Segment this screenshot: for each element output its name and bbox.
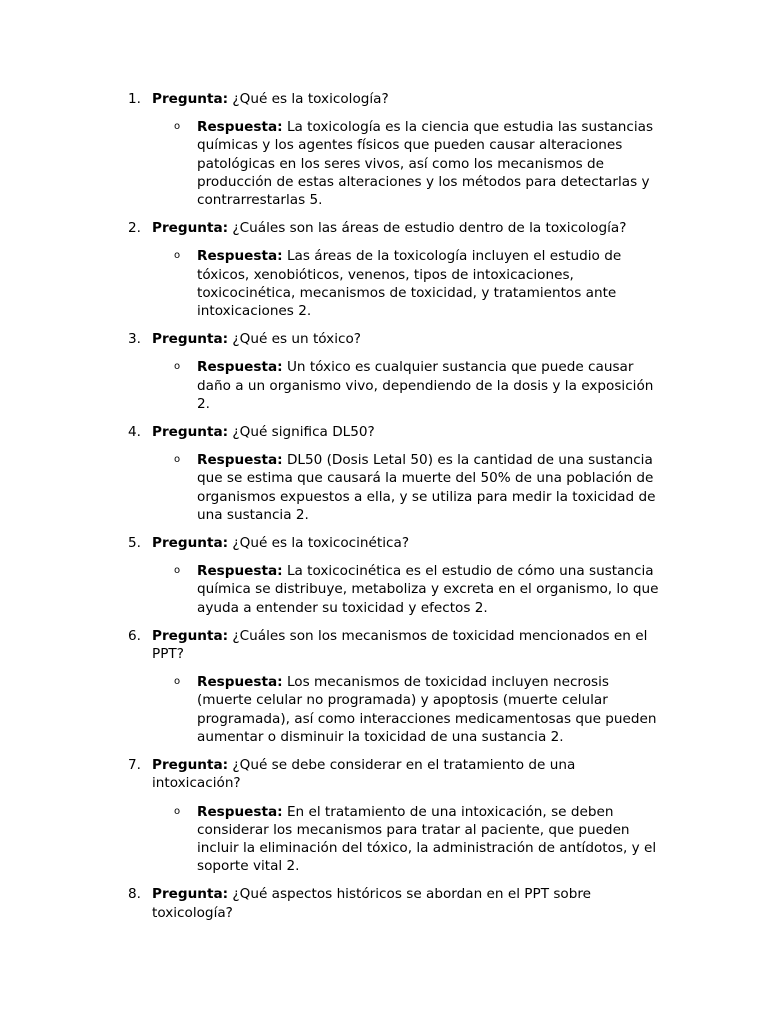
question-label: Pregunta: bbox=[152, 331, 229, 348]
question-text: ¿Qué significa DL50? bbox=[232, 424, 375, 441]
answer-label: Respuesta: bbox=[197, 674, 283, 691]
answer-label: Respuesta: bbox=[197, 452, 283, 469]
list-item bbox=[0, 90, 768, 209]
item-number: 2. bbox=[128, 220, 141, 237]
answer-label: Respuesta: bbox=[197, 803, 283, 820]
question-label: Pregunta: bbox=[152, 886, 229, 903]
question-label: Pregunta: bbox=[152, 757, 229, 774]
list-item bbox=[0, 627, 768, 746]
item-number: 8. bbox=[128, 886, 141, 903]
answer-block bbox=[0, 673, 665, 746]
answer-text: La toxicocinética es el estudio de cómo una sustancia química se distribuye, metaboliza y excreta en el organismo, lo que ayuda a entender su toxicidad y efectos 2. bbox=[197, 563, 659, 616]
answer-block bbox=[0, 562, 665, 617]
question-line bbox=[0, 627, 662, 663]
answer-label: Respuesta: bbox=[197, 119, 283, 136]
bullet-icon: o bbox=[174, 676, 181, 688]
question-text: ¿Cuáles son las áreas de estudio dentro de la toxicología? bbox=[232, 220, 627, 237]
item-number: 5. bbox=[128, 535, 141, 552]
item-number: 6. bbox=[128, 627, 141, 644]
question-text: ¿Qué es la toxicocinética? bbox=[232, 535, 410, 552]
question-text: ¿Qué aspectos históricos se abordan en el PPT sobre toxicología? bbox=[152, 886, 591, 921]
item-number: 7. bbox=[128, 757, 141, 774]
question-line bbox=[0, 885, 662, 921]
question-label: Pregunta: bbox=[152, 535, 229, 552]
answer-block bbox=[0, 118, 665, 209]
answer-text: La toxicología es la ciencia que estudia las sustancias químicas y los agentes físicos que pueden causar alteraciones patológicas en los seres vivos, así como los mecanismos de producción de estas alteraciones y los métodos para detectarlas y contrarrestarlas 5. bbox=[197, 119, 654, 209]
answer-block bbox=[0, 451, 665, 524]
answer-block bbox=[0, 358, 665, 413]
list-item bbox=[0, 534, 768, 617]
question-label: Pregunta: bbox=[152, 91, 229, 107]
list-item bbox=[0, 423, 768, 524]
list-item bbox=[0, 219, 768, 320]
bullet-icon: o bbox=[174, 805, 181, 817]
answer-text: Un tóxico es cualquier sustancia que puede causar daño a un organismo vivo, dependiendo de la dosis y la exposición 2. bbox=[197, 359, 654, 412]
question-line bbox=[0, 330, 662, 348]
list-item bbox=[0, 885, 768, 921]
answer-block bbox=[0, 247, 665, 320]
question-line bbox=[0, 423, 662, 441]
answer-text: En el tratamiento de una intoxicación, se deben considerar los mecanismos para tratar al paciente, que pueden incluir la eliminación del tóxico, la administración de antídotos, y el soporte vital 2. bbox=[197, 803, 657, 875]
bullet-icon: o bbox=[174, 565, 181, 577]
question-line bbox=[0, 90, 662, 108]
qa-list bbox=[0, 90, 768, 932]
question-label: Pregunta: bbox=[152, 627, 229, 644]
question-text: ¿Cuáles son los mecanismos de toxicidad mencionados en el PPT? bbox=[152, 627, 648, 663]
question-line bbox=[0, 534, 662, 552]
question-text: ¿Qué se debe considerar en el tratamiento de una intoxicación? bbox=[152, 757, 576, 792]
item-number: 3. bbox=[128, 331, 141, 348]
answer-label: Respuesta: bbox=[197, 248, 283, 265]
question-text: ¿Qué es la toxicología? bbox=[232, 91, 389, 107]
answer-label: Respuesta: bbox=[197, 359, 283, 376]
answer-block bbox=[0, 803, 665, 876]
question-label: Pregunta: bbox=[152, 424, 229, 441]
answer-text: Las áreas de la toxicología incluyen el estudio de tóxicos, xenobióticos, venenos, tipos de intoxicaciones, toxicocinética, mecanismos de toxicidad, y tratamientos ante intoxicaciones 2. bbox=[197, 248, 622, 320]
item-number: 4. bbox=[128, 424, 141, 441]
question-line bbox=[0, 756, 662, 792]
list-item bbox=[0, 756, 768, 875]
list-item bbox=[0, 330, 768, 413]
answer-text: Los mecanismos de toxicidad incluyen necrosis (muerte celular no programada) y apoptosis (muerte celular programada), así como interacciones medicamentosas que pueden aumentar o disminuir la toxicidad de una sustancia 2. bbox=[197, 674, 657, 745]
bullet-icon: o bbox=[174, 121, 181, 133]
answer-text: DL50 (Dosis Letal 50) es la cantidad de una sustancia que se estima que causará la muerte del 50% de una población de organismos expuestos a ella, y se utiliza para medir la toxicidad de una sustancia 2. bbox=[197, 452, 656, 523]
bullet-icon: o bbox=[174, 361, 181, 373]
answer-label: Respuesta: bbox=[197, 563, 283, 580]
question-line bbox=[0, 219, 662, 237]
question-text: ¿Qué es un tóxico? bbox=[232, 331, 362, 348]
question-label: Pregunta: bbox=[152, 220, 229, 237]
item-number: 1. bbox=[128, 91, 141, 107]
bullet-icon: o bbox=[174, 454, 181, 466]
bullet-icon: o bbox=[174, 250, 181, 262]
